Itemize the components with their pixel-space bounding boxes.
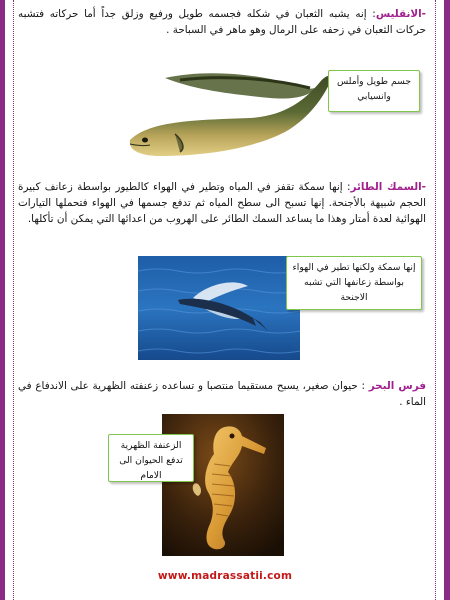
eel-image xyxy=(120,60,335,170)
flying-fish-callout-text: إنها سمكة ولكنها تطير في الهواء بواسطة زعانفها التي تشبه الاجنحة xyxy=(292,262,416,303)
flying-fish-paragraph xyxy=(18,179,426,227)
eel-callout xyxy=(328,70,420,112)
seahorse-callout xyxy=(108,434,194,482)
website-footer[interactable]: www.madrassatii.com xyxy=(157,570,293,582)
seahorse-term: فرس البحر xyxy=(368,380,426,392)
flying-fish-dash: - xyxy=(421,181,426,193)
seahorse-callout-text: الزعنفة الظهرية تدفع الحيوان الى الامام xyxy=(119,440,183,481)
flying-fish-description: : إنها سمكة تقفز في المياه وتطير في الهواء كالطيور بواسطة زعانف كبيرة الحجم شبيهة بالأجنحة. إنها تسبح الى سطح المياه ثم تدفع جسمها في الهواء فتحملها التيارات الهوائية لعدة أمتار وهذا ما يساعد السمك الطائر على الهروب من اعدائها التي يمكن أن تأكلها. xyxy=(18,181,426,225)
flying-fish-image xyxy=(138,256,300,360)
eel-term: الانقليس xyxy=(375,8,422,20)
seahorse-description: : حيوان صغير، يسبح مستقيما منتصبا و تساعده زعنفته الظهرية على الاندفاع في الماء . xyxy=(18,380,426,408)
flying-fish-term: السمك الطائر xyxy=(350,181,422,193)
seahorse-paragraph xyxy=(18,378,426,410)
eel-description: : إنه يشبه الثعبان في شكله فجسمه طويل ورفيع وزلق جداً أما حركاته فتشبه حركات الثعبان في زحفه على الرمال وهو ماهر في السباحة . xyxy=(18,8,426,36)
eel-dash: - xyxy=(421,8,426,20)
flying-fish-callout xyxy=(286,256,422,310)
eel-callout-text: جسم طويل وأملس وانسيابي xyxy=(336,76,412,102)
eel-paragraph xyxy=(18,6,426,38)
